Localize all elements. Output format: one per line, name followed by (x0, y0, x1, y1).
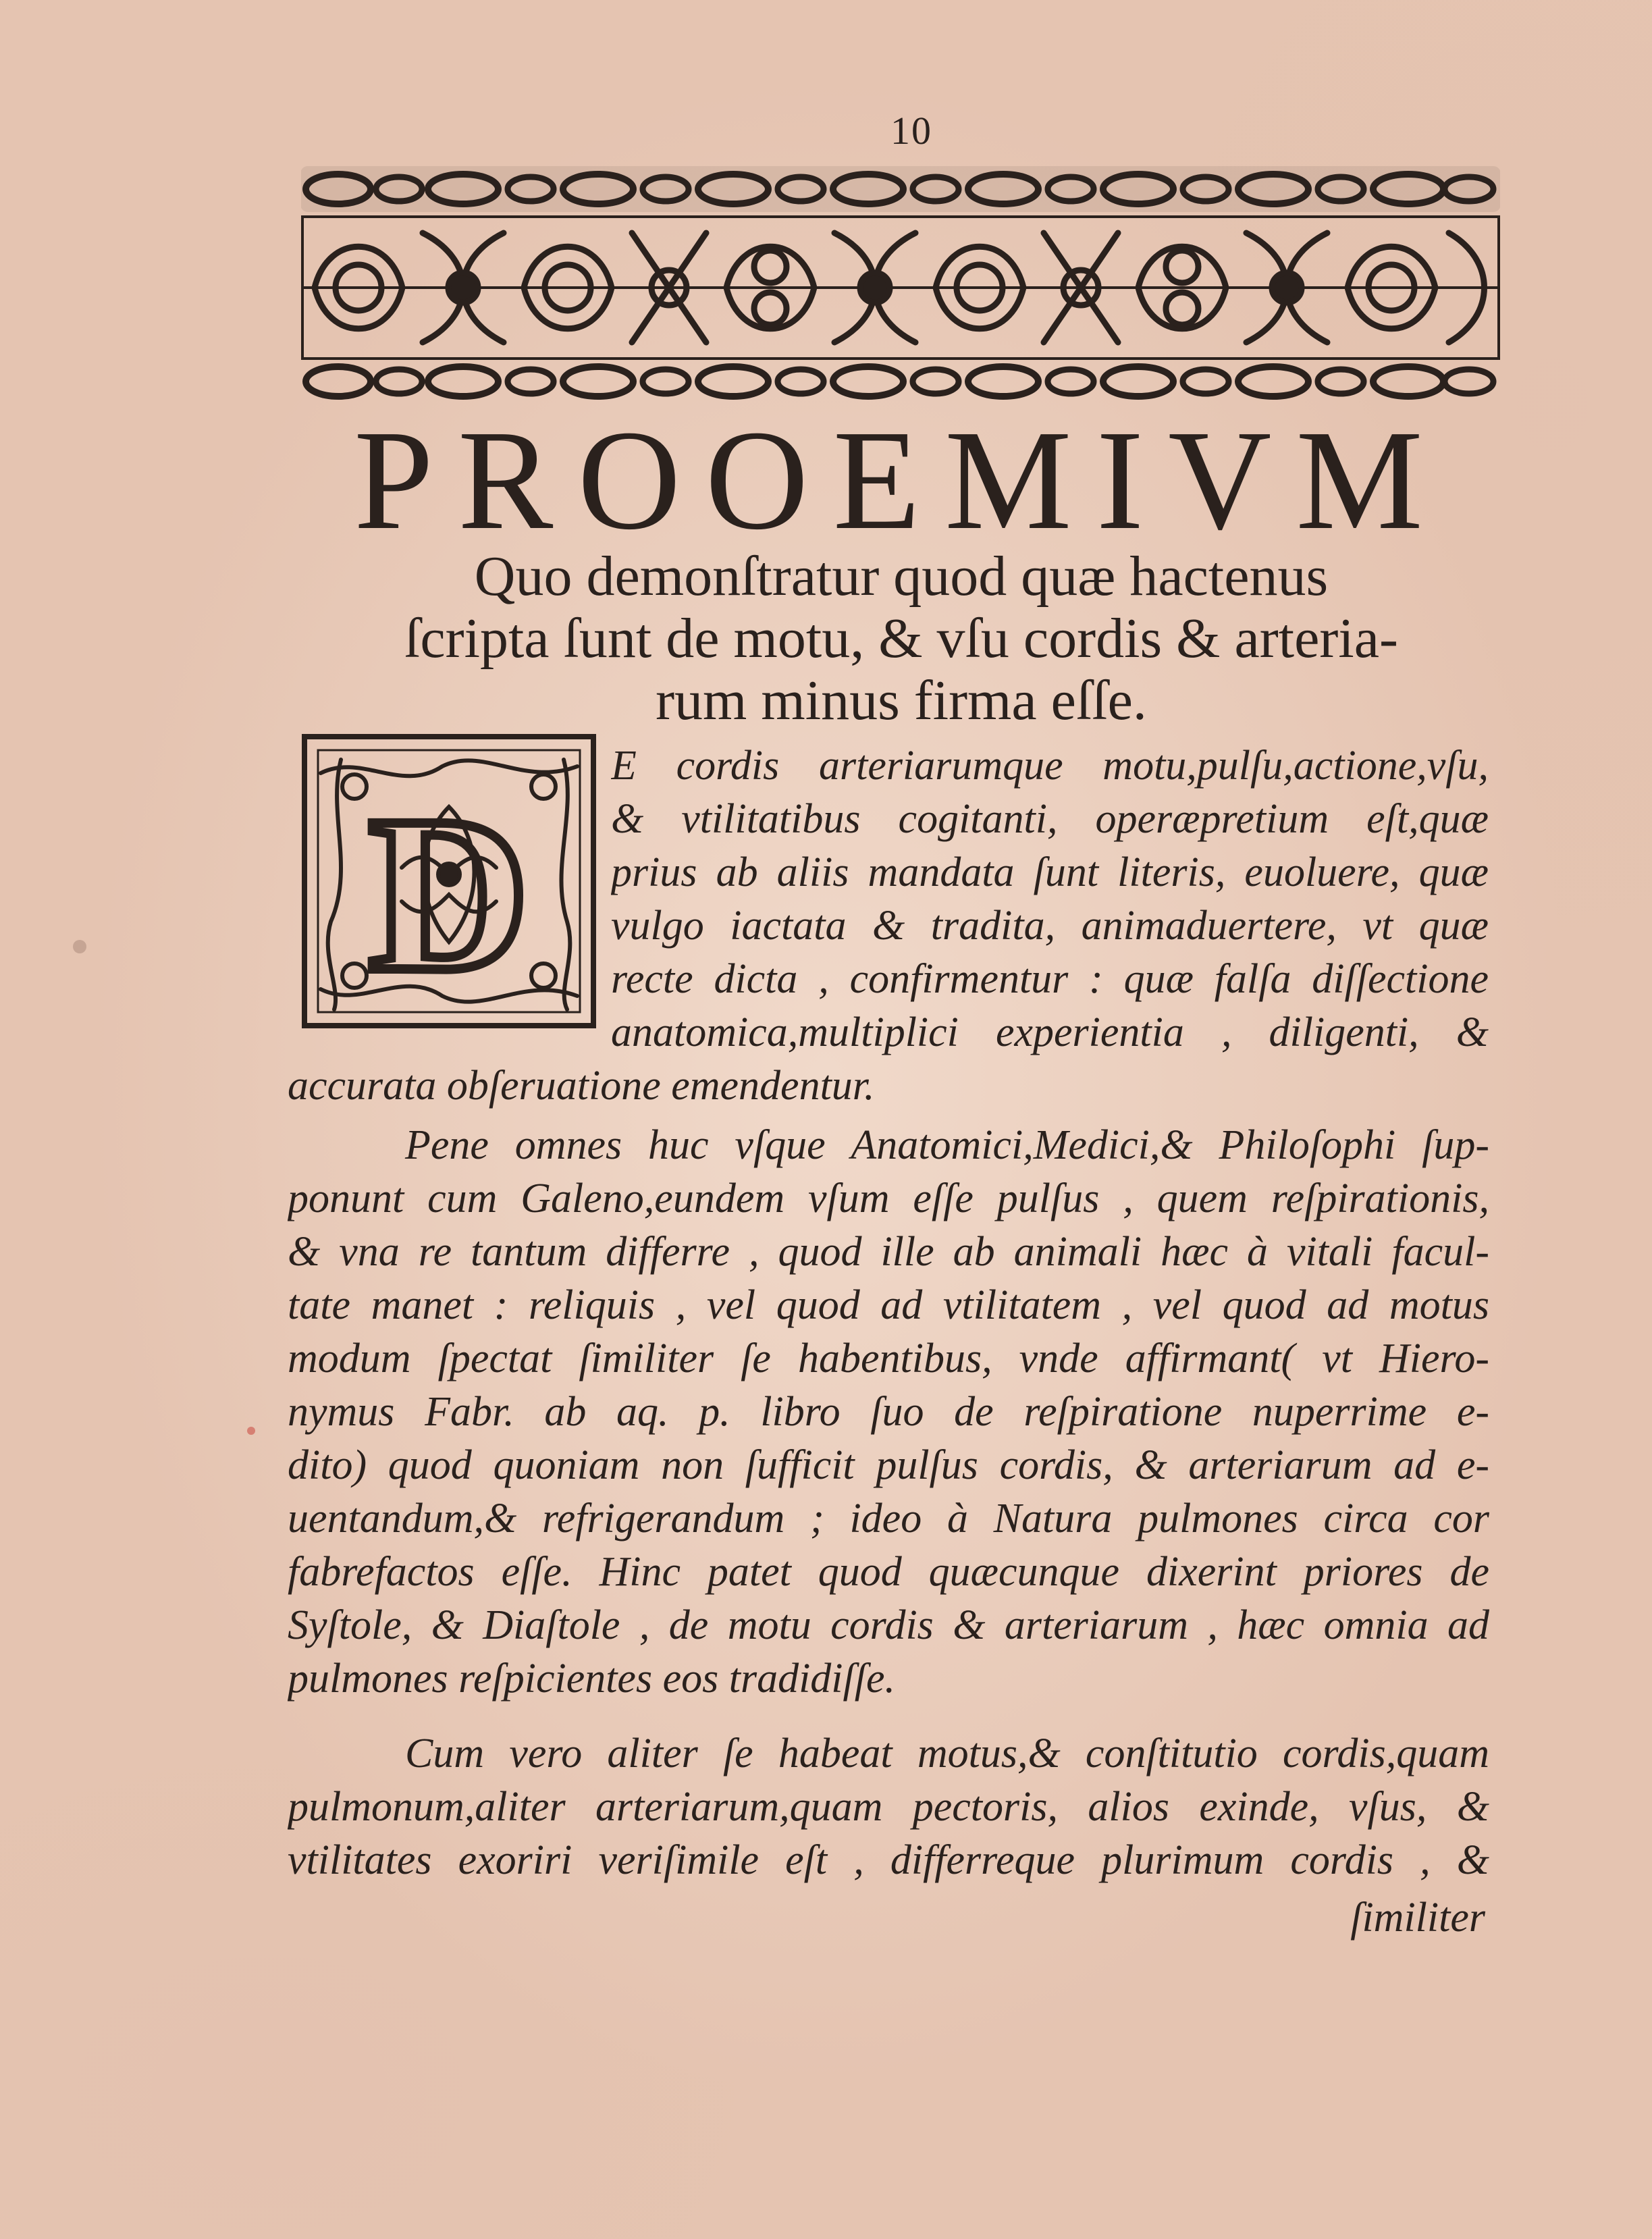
text-line: fabrefactos eſſe. Hinc patet quod quæcunque dixerint priores de (288, 1549, 1489, 1595)
text-line: modum ſpectat ſimiliter ſe habentibus, vnde affirmant( vt Hiero- (288, 1336, 1489, 1381)
text-line: Cum vero aliter ſe habeat motus,& conſtitutio cordis,quam (405, 1731, 1489, 1776)
text-line: recte dicta , confirmentur : quæ falſa diſſectione (611, 956, 1489, 1002)
paragraph-3 (288, 1727, 1489, 1887)
text-line: vtilitates exoriri veriſimile eſt , differreque plurimum cordis , & (288, 1837, 1489, 1883)
paper-stain (247, 1427, 255, 1435)
text-line: vulgo iactata & tradita, animaduertere, vt quæ (611, 903, 1489, 949)
text-line: & vtilitatibus cogitanti, operæpretium eſt,quæ (611, 796, 1489, 842)
page-number: 10 (890, 109, 932, 153)
text-line: E cordis arteriarumque motu,pulſu,actione,vſu, (611, 743, 1489, 789)
ornamental-headband (301, 165, 1500, 417)
subtitle-line: rum minus firma eſſe. (656, 669, 1147, 732)
text-line: nymus Fabr. ab aq. p. libro ſuo de reſpiratione nuperrime e- (288, 1389, 1489, 1435)
text-line: anatomica,multiplici experientia , diligenti, & (611, 1009, 1489, 1055)
subtitle-line: ſcripta ſunt de motu, & vſu cordis & arteria- (404, 607, 1398, 670)
chapter-subtitle (284, 546, 1519, 732)
dropcap-letter: D (368, 771, 530, 1018)
text-line: dito) quod quoniam non ſufficit pulſus cordis, & arteriarum ad e- (288, 1442, 1489, 1488)
text-line: pulmonum,aliter arteriarum,quam pectoris, alios exinde, vſus, & (288, 1784, 1489, 1830)
subtitle-line: Quo demonſtratur quod quæ hactenus (474, 545, 1329, 608)
text-line: uentandum,& refrigerandum ; ideo à Natura pulmones circa cor (288, 1496, 1489, 1542)
text-line: pulmones reſpicientes eos tradidiſſe. (288, 1656, 895, 1702)
paragraph-1-continuation (288, 1059, 1489, 1113)
text-line: Pene omnes huc vſque Anatomici,Medici,& Philoſophi ſup- (405, 1122, 1489, 1168)
text-line: tate manet : reliquis , vel quod ad vtilitatem , vel quod ad motus (288, 1282, 1489, 1328)
paragraph-2 (288, 1119, 1489, 1706)
paper-stain (73, 940, 86, 953)
ornamental-initial (300, 733, 597, 1030)
text-line: accurata obſeruatione emendentur. (288, 1063, 875, 1109)
catchword: ſimiliter (1350, 1895, 1485, 1941)
text-line: & vna re tantum differre , quod ille ab animali hæc à vitali facul- (288, 1229, 1489, 1275)
paragraph-1-indented (611, 739, 1489, 1059)
text-line: prius ab aliis mandata ſunt literis, euoluere, quæ (611, 849, 1489, 895)
chapter-title: PROOEMIVM (354, 400, 1447, 559)
text-line: Syſtole, & Diaſtole , de motu cordis & arteriarum , hæc omnia ad (288, 1602, 1489, 1648)
text-line: ponunt cum Galeno,eundem vſum eſſe pulſus , quem reſpirationis, (288, 1176, 1489, 1221)
